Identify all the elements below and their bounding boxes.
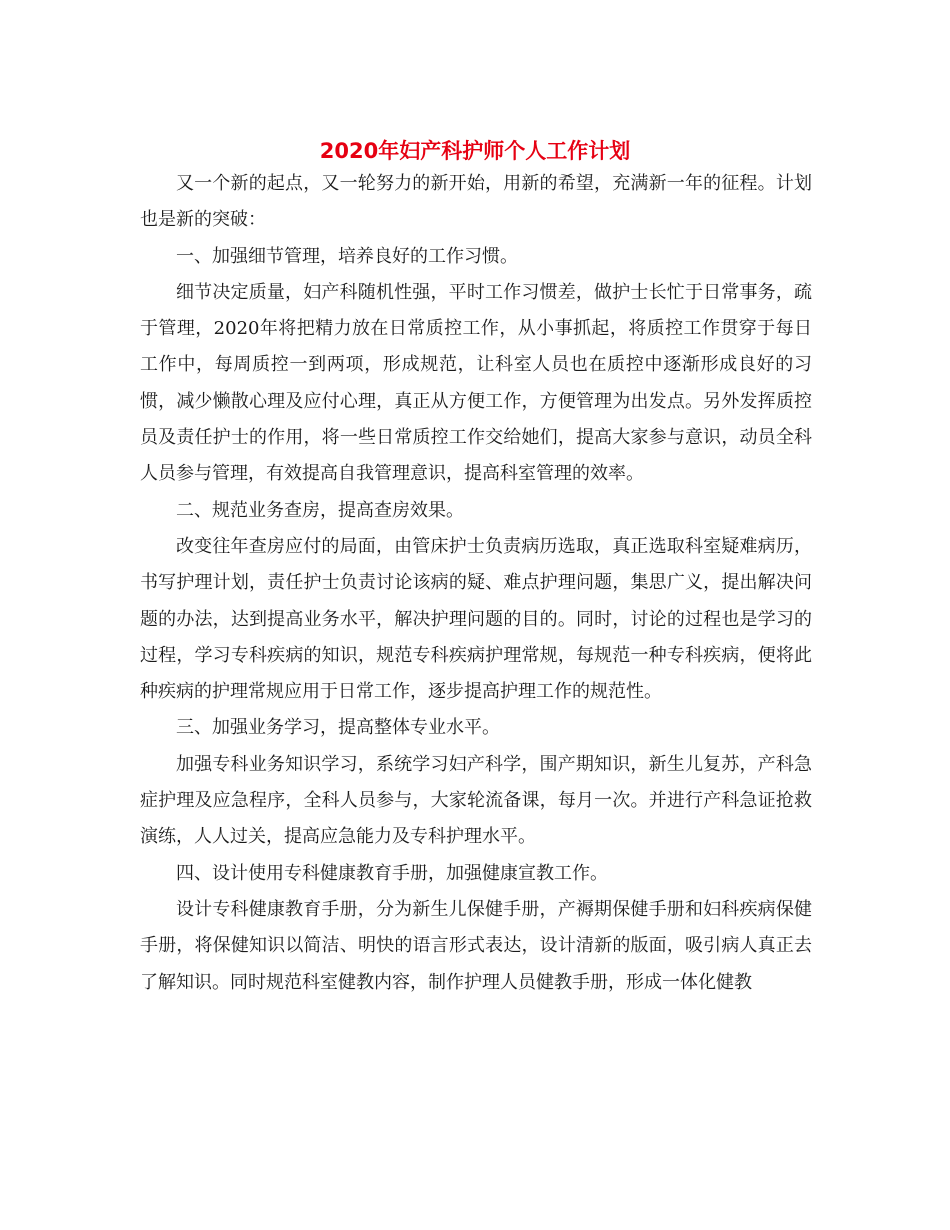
section-heading-4: 四、设计使用专科健康教育手册，加强健康宣教工作。	[176, 862, 608, 884]
document-title: 2020年妇产科护师个人工作计划	[319, 139, 631, 163]
intro-paragraph: 又一个新的起点，又一轮努力的新开始，用新的希望，充满新一年的征程。计划也是新的突破：	[140, 173, 812, 231]
section-paragraph-3: 加强专科业务知识学习，系统学习妇产科学，围产期知识，新生儿复苏，产科急症护理及应急程序，全科人员参与，大家轮流备课，每月一次。并进行产科急证抢救演练，人人过关，提高应急能力及专科护理水平。	[140, 753, 812, 848]
section-heading-1: 一、加强细节管理，培养良好的工作习惯。	[176, 245, 518, 267]
document-body	[140, 166, 812, 1001]
section-heading-2: 二、规范业务查房，提高查房效果。	[176, 499, 464, 521]
section-heading-3: 三、加强业务学习，提高整体专业水平。	[176, 717, 500, 739]
section-paragraph-2: 改变往年查房应付的局面，由管床护士负责病历选取，真正选取科室疑难病历，书写护理计划，责任护士负责讨论该病的疑、难点护理问题，集思广义，提出解决问题的办法，达到提高业务水平，解决护理问题的目的。同时，讨论的过程也是学习的过程，学习专科疾病的知识，规范专科疾病护理常规，每规范一种专科疾病，便将此种疾病的护理常规应用于日常工作，逐步提高护理工作的规范性。	[140, 535, 812, 703]
section-paragraph-4: 设计专科健康教育手册，分为新生儿保健手册，产褥期保健手册和妇科疾病保健手册，将保健知识以简洁、明快的语言形式表达，设计清新的版面，吸引病人真正去了解知识。同时规范科室健教内容，制作护理人员健教手册，形成一体化健教	[140, 898, 812, 993]
section-paragraph-1: 细节决定质量，妇产科随机性强，平时工作习惯差，做护士长忙于日常事务，疏于管理，2020年将把精力放在日常质控工作，从小事抓起，将质控工作贯穿于每日工作中，每周质控一到两项，形成规范，让科室人员也在质控中逐渐形成良好的习惯，减少懒散心理及应付心理，真正从方便工作，方便管理为出发点。另外发挥质控员及责任护士的作用，将一些日常质控工作交给她们，提高大家参与意识，动员全科人员参与管理，有效提高自我管理意识，提高科室管理的效率。	[140, 281, 812, 485]
